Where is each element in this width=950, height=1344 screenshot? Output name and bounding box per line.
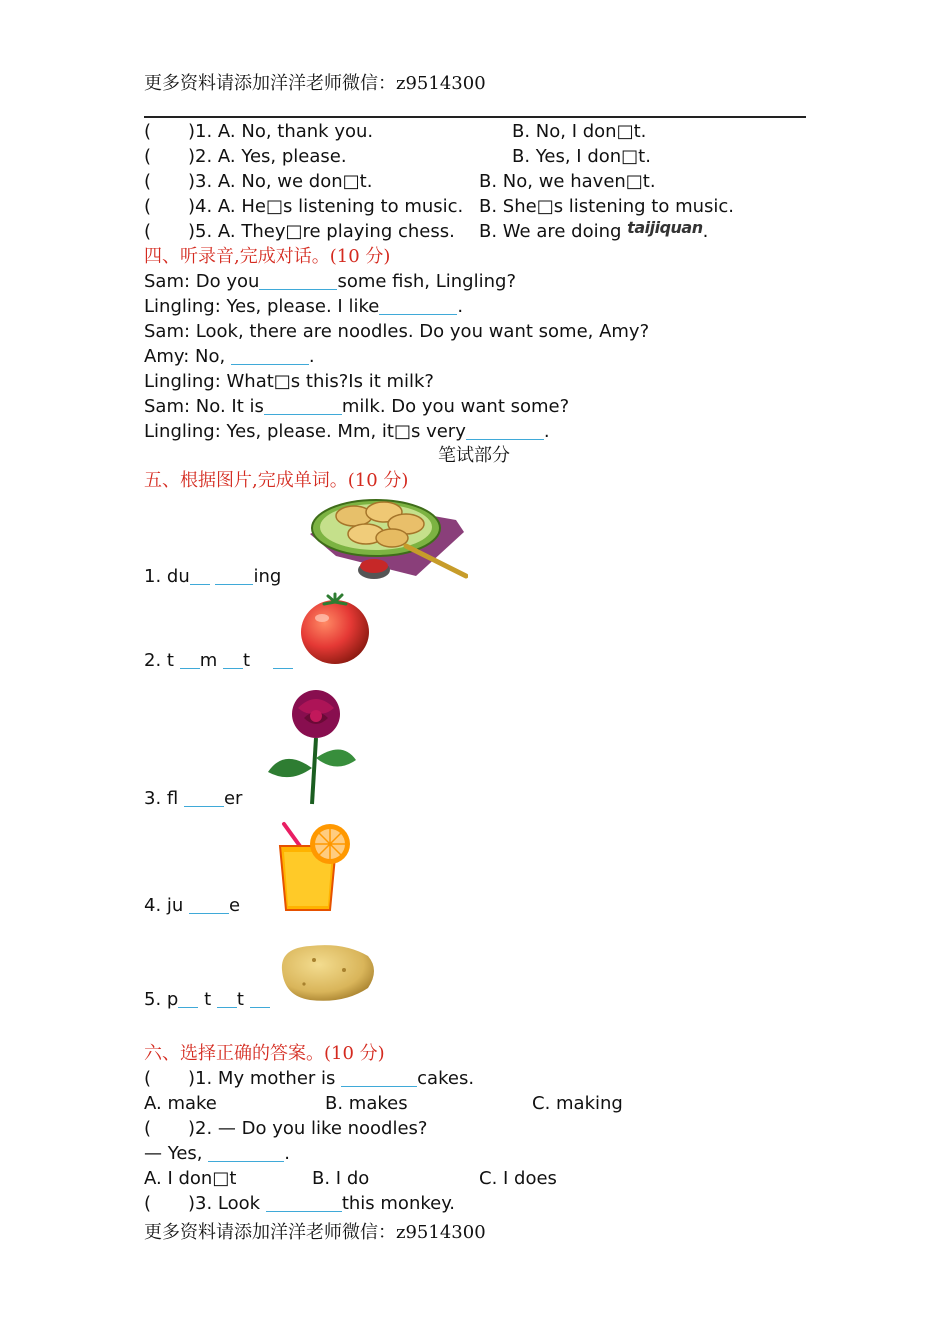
word-text: 3. fl bbox=[144, 788, 179, 809]
dialogue-text: . bbox=[543, 421, 550, 442]
answer-paren[interactable]: ( bbox=[144, 1118, 152, 1139]
word-text: t bbox=[204, 989, 212, 1010]
word-text: 2. t bbox=[144, 650, 174, 671]
listening-item-1 bbox=[144, 120, 373, 144]
tomato-image bbox=[298, 592, 372, 666]
listening-item-5 bbox=[144, 220, 455, 244]
question-text: )3. Look bbox=[188, 1193, 261, 1214]
item-text: )4. A. He□s listening to music. bbox=[188, 196, 464, 217]
word-2 bbox=[144, 649, 293, 673]
flower-image bbox=[264, 688, 366, 806]
listening-item-3 bbox=[144, 170, 372, 194]
letter-blank[interactable] bbox=[184, 788, 224, 807]
answer-paren[interactable]: ( bbox=[144, 171, 152, 192]
fill-blank[interactable] bbox=[231, 346, 309, 365]
word-text: 5. p bbox=[144, 989, 179, 1010]
dialogue-text: . bbox=[308, 346, 315, 367]
dialogue-text: Lingling: Yes, please. Mm, it□s very bbox=[144, 421, 466, 442]
word-text: m bbox=[199, 650, 218, 671]
letter-blank[interactable] bbox=[180, 650, 200, 669]
dialogue-line-2 bbox=[144, 295, 463, 319]
item-text: )1. A. No, thank you. bbox=[188, 121, 374, 142]
word-text: e bbox=[229, 895, 241, 916]
fill-blank[interactable] bbox=[466, 421, 544, 440]
word-text: 1. du bbox=[144, 566, 190, 587]
dialogue-line-5: Lingling: What□s this?Is it milk? bbox=[144, 371, 434, 392]
dialogue-text: Sam: No. It is bbox=[144, 396, 264, 417]
option-text: B. We are doing bbox=[479, 221, 622, 242]
listening-item-3-option-b: B. No, we haven□t. bbox=[479, 171, 656, 192]
item-text: )5. A. They□re playing chess. bbox=[188, 221, 455, 242]
answer-paren[interactable]: ( bbox=[144, 121, 152, 142]
question-text: — Yes, bbox=[144, 1143, 203, 1164]
fill-blank[interactable] bbox=[259, 271, 337, 290]
header-rule bbox=[144, 116, 806, 118]
dialogue-text: Sam: Do you bbox=[144, 271, 260, 292]
listening-item-2-option-b: B. Yes, I don□t. bbox=[512, 146, 651, 167]
question-text: this monkey. bbox=[341, 1193, 456, 1214]
fill-blank[interactable] bbox=[208, 1143, 284, 1162]
q2-option-b: B. I do bbox=[312, 1168, 370, 1189]
option-end: . bbox=[702, 221, 709, 242]
word-text: ing bbox=[253, 566, 282, 587]
listening-item-2 bbox=[144, 145, 347, 169]
q1-option-b: B. makes bbox=[325, 1093, 408, 1114]
choice-question-1 bbox=[144, 1067, 474, 1091]
written-part-title: 笔试部分 bbox=[438, 445, 510, 466]
dialogue-line-1 bbox=[144, 270, 516, 294]
fill-blank[interactable] bbox=[379, 296, 457, 315]
word-3 bbox=[144, 787, 242, 811]
page-footer: 更多资料请添加洋洋老师微信：z9514300 bbox=[144, 1222, 486, 1243]
letter-blank[interactable] bbox=[215, 566, 253, 585]
dialogue-line-4 bbox=[144, 345, 315, 369]
letter-blank[interactable] bbox=[190, 566, 210, 585]
answer-paren[interactable]: ( bbox=[144, 1068, 152, 1089]
page-header: 更多资料请添加洋洋老师微信：z9514300 bbox=[144, 73, 486, 94]
answer-paren[interactable]: ( bbox=[144, 1193, 152, 1214]
letter-blank[interactable] bbox=[250, 989, 270, 1008]
word-1 bbox=[144, 565, 281, 589]
dumplings-image bbox=[306, 494, 468, 584]
letter-blank[interactable] bbox=[223, 650, 243, 669]
word-text: t bbox=[236, 989, 244, 1010]
listening-item-1-option-b: B. No, I don□t. bbox=[512, 121, 647, 142]
dialogue-line-6 bbox=[144, 395, 569, 419]
q1-option-a: A. make bbox=[144, 1093, 217, 1114]
fill-blank[interactable] bbox=[341, 1068, 417, 1087]
fill-blank[interactable] bbox=[266, 1193, 342, 1212]
word-5 bbox=[144, 988, 270, 1012]
question-text: . bbox=[284, 1143, 290, 1164]
section-4-title: 四、听录音,完成对话。(10 分) bbox=[144, 246, 391, 267]
dialogue-text: Amy: No, bbox=[144, 346, 226, 367]
answer-paren[interactable]: ( bbox=[144, 196, 152, 217]
listening-item-4 bbox=[144, 195, 463, 219]
listening-item-5-option-b bbox=[479, 220, 708, 244]
juice-image bbox=[276, 820, 356, 914]
letter-blank[interactable] bbox=[178, 989, 198, 1008]
listening-item-4-option-b: B. She□s listening to music. bbox=[479, 196, 735, 217]
dialogue-text: milk. Do you want some? bbox=[341, 396, 570, 417]
word-4 bbox=[144, 894, 240, 918]
dialogue-text: some fish, Lingling? bbox=[337, 271, 516, 292]
q1-option-c: C. making bbox=[532, 1093, 623, 1114]
q2-option-a: A. I don□t bbox=[144, 1168, 237, 1189]
section-6-title: 六、选择正确的答案。(10 分) bbox=[144, 1043, 385, 1064]
choice-question-2 bbox=[144, 1117, 427, 1141]
answer-paren[interactable]: ( bbox=[144, 146, 152, 167]
taijiquan-word: taijiquan bbox=[627, 218, 703, 237]
item-text: )2. A. Yes, please. bbox=[188, 146, 347, 167]
q2-option-c: C. I does bbox=[479, 1168, 557, 1189]
question-text: cakes. bbox=[417, 1068, 475, 1089]
dialogue-line-3: Sam: Look, there are noodles. Do you want some, Amy? bbox=[144, 321, 650, 342]
letter-blank[interactable] bbox=[189, 895, 229, 914]
q2-line-2 bbox=[144, 1142, 290, 1166]
question-text: )1. My mother is bbox=[188, 1068, 336, 1089]
answer-paren[interactable]: ( bbox=[144, 221, 152, 242]
word-text: er bbox=[223, 788, 243, 809]
fill-blank[interactable] bbox=[264, 396, 342, 415]
choice-question-3 bbox=[144, 1192, 455, 1216]
dialogue-text: Lingling: Yes, please. I like bbox=[144, 296, 380, 317]
letter-blank[interactable] bbox=[217, 989, 237, 1008]
potato-image bbox=[274, 940, 378, 1006]
word-text: 4. ju bbox=[144, 895, 184, 916]
section-5-title: 五、根据图片,完成单词。(10 分) bbox=[144, 470, 409, 491]
dialogue-line-7 bbox=[144, 420, 550, 444]
item-text: )3. A. No, we don□t. bbox=[188, 171, 373, 192]
word-text: t bbox=[242, 650, 251, 671]
dialogue-text: . bbox=[457, 296, 464, 317]
question-text: )2. — Do you like noodles? bbox=[188, 1118, 428, 1139]
letter-blank[interactable] bbox=[273, 650, 293, 669]
